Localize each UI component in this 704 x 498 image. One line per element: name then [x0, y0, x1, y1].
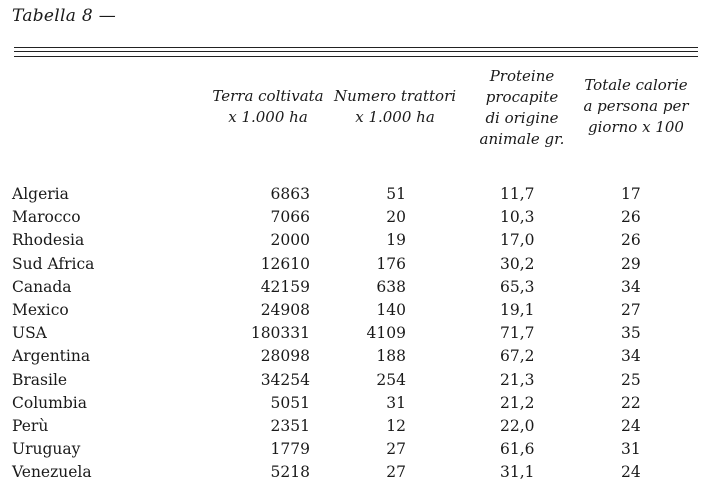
table-row — [0, 255, 704, 278]
table-title: Tabella 8 — — [12, 6, 117, 26]
cell-country: Argentina — [12, 347, 91, 366]
cell-land: 24908 — [260, 300, 310, 319]
cell-calories: 17 — [621, 185, 641, 203]
cell-calories: 24 — [621, 416, 641, 435]
cell-land: 2000 — [270, 231, 310, 250]
cell-protein: 30,2 — [500, 254, 535, 273]
cell-country: Columbia — [12, 393, 87, 412]
table-row — [0, 278, 704, 301]
cell-land: 180331 — [250, 324, 310, 343]
cell-country: Perù — [12, 416, 49, 435]
cell-land: 12610 — [260, 254, 310, 273]
cell-protein: 19,1 — [500, 300, 535, 319]
cell-land: 42159 — [260, 277, 310, 296]
cell-calories: 34 — [621, 347, 641, 366]
header-line: a persona per — [583, 97, 689, 115]
header-line: x 1.000 ha — [228, 108, 308, 126]
cell-protein: 21,2 — [500, 393, 535, 412]
cell-tractors: 51 — [386, 185, 406, 203]
table-body — [0, 185, 704, 486]
header-line: Proteine — [489, 67, 555, 85]
cell-country: Mexico — [12, 300, 69, 319]
cell-tractors: 140 — [376, 300, 406, 319]
cell-country: Sud Africa — [12, 254, 95, 273]
cell-protein: 17,0 — [500, 231, 535, 250]
header-line: Numero trattori — [334, 87, 457, 105]
header-line: procapite — [485, 88, 559, 106]
table-row — [0, 463, 704, 486]
cell-land: 34254 — [260, 370, 310, 389]
cell-land: 5051 — [270, 393, 310, 412]
header-line: giorno x 100 — [588, 118, 684, 136]
cell-protein: 11,7 — [500, 185, 535, 203]
header-rule — [14, 56, 698, 57]
cell-country: Brasile — [12, 370, 68, 389]
cell-calories: 26 — [621, 231, 641, 250]
header-calories — [574, 75, 698, 138]
cell-protein: 67,2 — [500, 347, 535, 366]
cell-country: USA — [12, 324, 47, 343]
cell-calories: 27 — [621, 300, 641, 319]
cell-tractors: 12 — [386, 416, 406, 435]
cell-tractors: 188 — [376, 347, 406, 366]
cell-protein: 21,3 — [500, 370, 535, 389]
table-row — [0, 394, 704, 417]
table-row — [0, 208, 704, 231]
table-row — [0, 301, 704, 324]
table-row — [0, 440, 704, 463]
cell-protein: 71,7 — [500, 324, 535, 343]
cell-tractors: 4109 — [366, 324, 406, 343]
cell-protein: 31,1 — [500, 463, 535, 482]
cell-tractors: 27 — [386, 440, 406, 459]
cell-calories: 35 — [621, 324, 641, 343]
table-row — [0, 347, 704, 370]
cell-tractors: 176 — [376, 254, 406, 273]
table-row — [0, 324, 704, 347]
table-row — [0, 371, 704, 394]
cell-protein: 65,3 — [500, 277, 535, 296]
cell-protein: 10,3 — [500, 208, 535, 227]
cell-country: Marocco — [12, 208, 81, 227]
header-line: animale gr. — [479, 130, 565, 148]
top-rule-double — [14, 51, 698, 52]
cell-calories: 34 — [621, 277, 641, 296]
cell-country: Venezuela — [12, 463, 92, 482]
cell-tractors: 19 — [386, 231, 406, 250]
cell-country: Algeria — [12, 185, 69, 203]
cell-country: Rhodesia — [12, 231, 85, 250]
cell-land: 28098 — [260, 347, 310, 366]
table-row — [0, 231, 704, 254]
table-row — [0, 185, 704, 208]
cell-land: 7066 — [270, 208, 310, 227]
header-land — [198, 86, 338, 128]
cell-country: Uruguay — [12, 440, 81, 459]
cell-land: 5218 — [270, 463, 310, 482]
cell-land: 1779 — [270, 440, 310, 459]
cell-protein: 22,0 — [500, 416, 535, 435]
cell-protein: 61,6 — [500, 440, 535, 459]
cell-land: 2351 — [270, 416, 310, 435]
cell-tractors: 254 — [376, 370, 406, 389]
cell-calories: 26 — [621, 208, 641, 227]
table-row — [0, 417, 704, 440]
cell-country: Canada — [12, 277, 72, 296]
cell-calories: 24 — [621, 463, 641, 482]
header-line: Terra coltivata — [212, 87, 324, 105]
cell-calories: 22 — [621, 393, 641, 412]
cell-tractors: 31 — [386, 393, 406, 412]
top-rule — [14, 47, 698, 48]
cell-land: 6863 — [270, 185, 310, 203]
header-protein — [470, 66, 574, 150]
cell-tractors: 20 — [386, 208, 406, 227]
cell-tractors: 27 — [386, 463, 406, 482]
cell-calories: 31 — [621, 440, 641, 459]
header-line: x 1.000 ha — [355, 108, 435, 126]
header-line: di origine — [485, 109, 559, 127]
header-line: Totale calorie — [584, 76, 688, 94]
cell-calories: 25 — [621, 370, 641, 389]
cell-tractors: 638 — [376, 277, 406, 296]
cell-calories: 29 — [621, 254, 641, 273]
header-tractors — [334, 86, 456, 128]
